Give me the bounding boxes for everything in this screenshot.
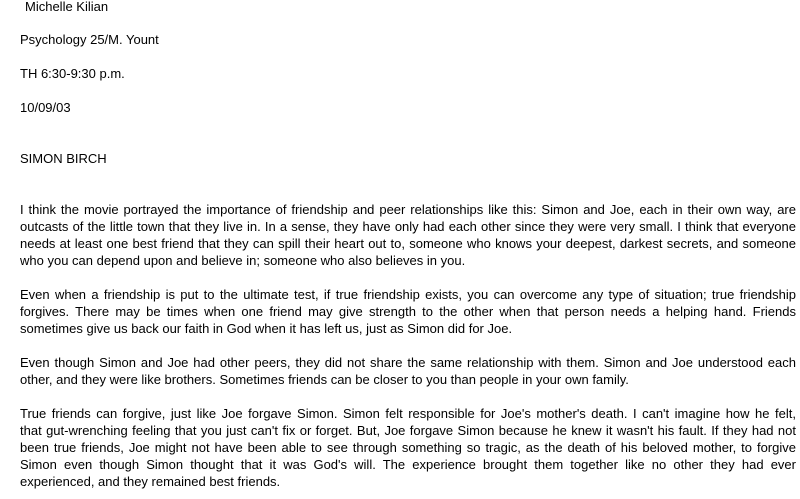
document-title: SIMON BIRCH [20, 151, 107, 166]
paragraph-line: needs at least one best friend that they can spill their heart out to, someone who knows your deepest, darkest secrets, and someone [20, 236, 796, 251]
paragraph-line: Even though Simon and Joe had other peers, they did not share the same relationship with them. Simon and Joe understood each [20, 355, 796, 370]
paragraph-line: forgives. There may be times when one friend may give strength to the other when that person needs a helping hand. Friends [20, 304, 796, 319]
paragraph-line: True friends can forgive, just like Joe forgave Simon. Simon felt responsible for Joe's mother's death. I can't imagine how he felt, [20, 406, 796, 421]
paragraph-1 [4, 201, 796, 269]
paragraph-line: that gut-wrenching feeling that you just can't fix or forget. But, Joe forgave Simon because he knew it wasn't his fault. If they had not [20, 423, 796, 438]
paragraph-2 [4, 286, 796, 337]
schedule-line: TH 6:30-9:30 p.m. [20, 66, 125, 81]
paragraph-4 [4, 405, 796, 490]
course-line: Psychology 25/M. Yount [20, 32, 159, 47]
paragraph-line: sometimes give us back our faith in God when it has left us, just as Simon did for Joe. [20, 321, 513, 336]
paragraph-line: Simon even though Simon thought that it was God's will. The experience brought them together like no other they had ever [20, 457, 796, 472]
paragraph-line: who you can depend upon and believe in; someone who also believes in you. [20, 253, 466, 268]
paragraph-line: experienced, and they remained best friends. [20, 474, 281, 489]
paragraph-line: outcasts of the little town that they live in. In a sense, they have only had each other since they were very small. I think that everyone [20, 219, 796, 234]
paragraph-line: been true friends, Joe might not have been able to see through something so tragic, as the death of his beloved mother, to forgive [20, 440, 796, 455]
paragraph-line: other, and they were like brothers. Sometimes friends can be closer to you than people in your own family. [20, 372, 629, 387]
paragraph-line: I think the movie portrayed the importance of friendship and peer relationships like this: Simon and Joe, each in their own way, are [20, 202, 796, 217]
author-name: Michelle Kilian [25, 0, 109, 14]
paragraph-3 [4, 354, 796, 388]
date-line: 10/09/03 [20, 100, 71, 115]
paragraph-line: Even when a friendship is put to the ultimate test, if true friendship exists, you can overcome any type of situation; true friendship [20, 287, 796, 302]
